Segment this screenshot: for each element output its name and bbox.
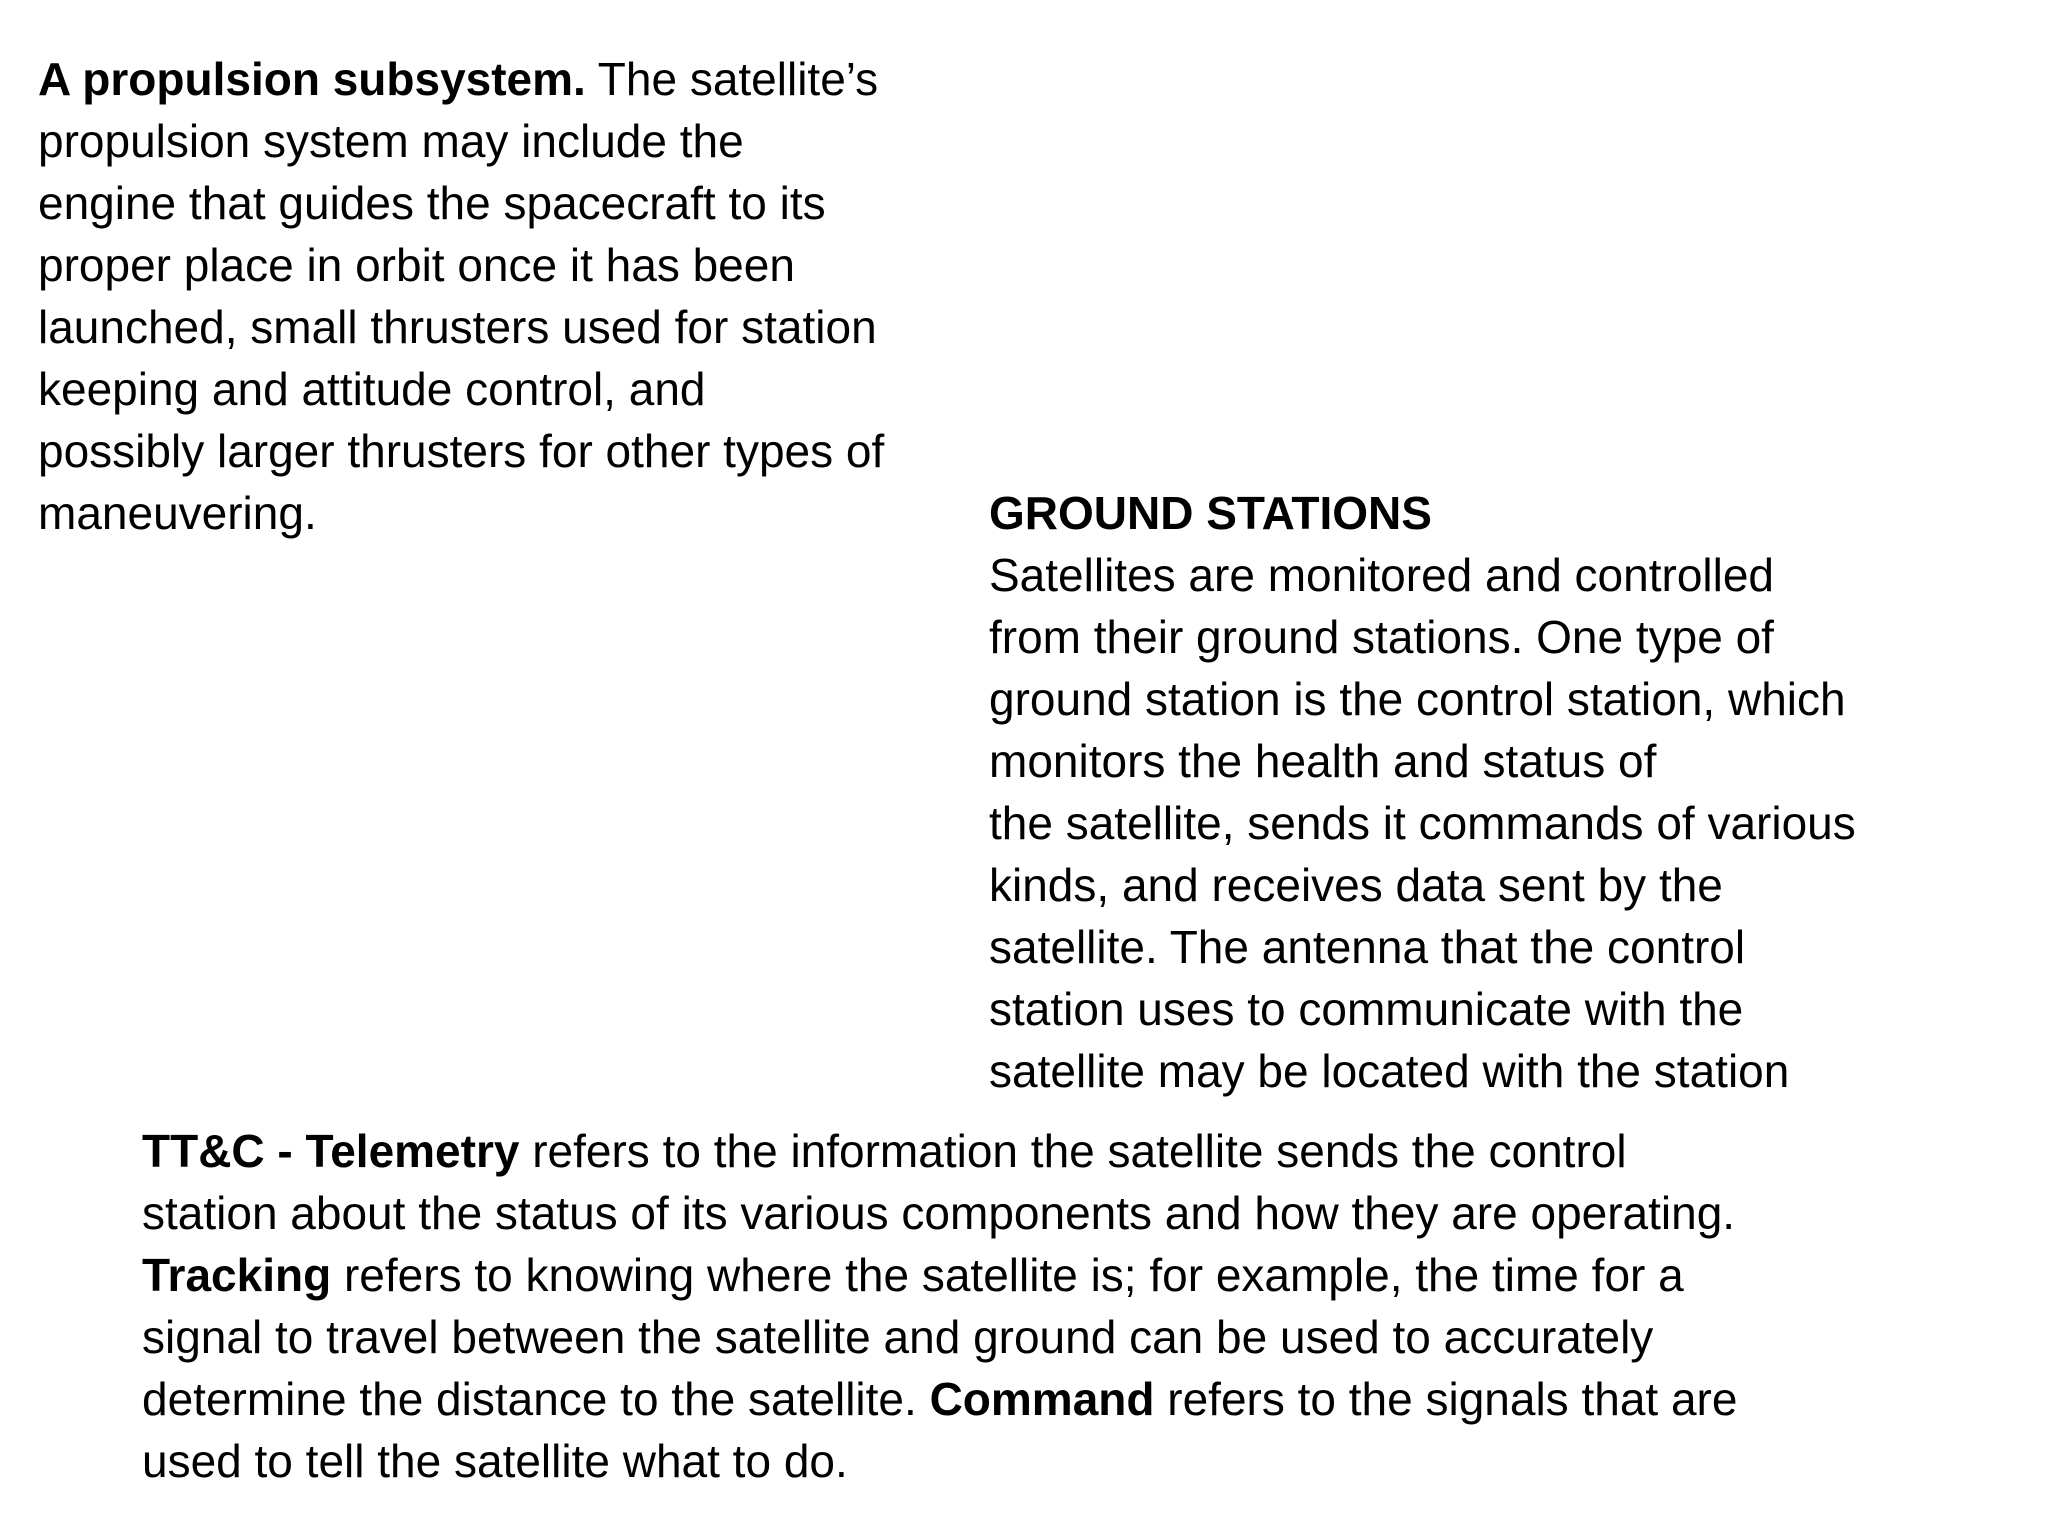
ttc-command-term: Command <box>929 1373 1155 1425</box>
ground-line-9: satellite may be located with the station <box>989 1045 1790 1097</box>
propulsion-line-6: keeping and attitude control, and <box>38 363 706 415</box>
ttc-line-4: signal to travel between the satellite and ground can be used to accurately <box>142 1311 1654 1363</box>
ground-line-8: station uses to communicate with the <box>989 983 1744 1035</box>
propulsion-line-3: engine that guides the spacecraft to its <box>38 177 826 229</box>
ground-line-2: from their ground stations. One type of <box>989 611 1774 663</box>
ground-line-7: satellite. The antenna that the control <box>989 921 1746 973</box>
propulsion-line-4: proper place in orbit once it has been <box>38 239 795 291</box>
ttc-telemetry-term: TT&C - Telemetry <box>142 1125 520 1177</box>
propulsion-line-8: maneuvering. <box>38 487 317 539</box>
ttc-section <box>142 1120 1737 1492</box>
ttc-line-5-start: determine the distance to the satellite. <box>142 1373 930 1425</box>
ttc-line-2: station about the status of its various components and how they are operating. <box>142 1187 1736 1239</box>
ground-line-3: ground station is the control station, which <box>989 673 1846 725</box>
propulsion-line-7: possibly larger thrusters for other types of <box>38 425 885 477</box>
ttc-line-3-text: refers to knowing where the satellite is; for example, the time for a <box>331 1249 1684 1301</box>
ttc-line-5 <box>142 1368 1737 1430</box>
propulsion-heading: A propulsion subsystem. <box>38 53 586 105</box>
ground-line-5: the satellite, sends it commands of various <box>989 797 1856 849</box>
ground-stations-heading: GROUND STATIONS <box>989 487 1432 539</box>
ground-stations-section <box>989 482 1856 1102</box>
ttc-line-1 <box>142 1120 1737 1182</box>
propulsion-line-5: launched, small thrusters used for station <box>38 301 877 353</box>
ground-line-6: kinds, and receives data sent by the <box>989 859 1723 911</box>
ground-line-1: Satellites are monitored and controlled <box>989 549 1775 601</box>
ttc-tracking-term: Tracking <box>142 1249 332 1301</box>
ttc-line-6: used to tell the satellite what to do. <box>142 1435 848 1487</box>
propulsion-line-2: propulsion system may include the <box>38 115 744 167</box>
ttc-line-5-text: refers to the signals that are <box>1154 1373 1738 1425</box>
ground-line-4: monitors the health and status of <box>989 735 1657 787</box>
propulsion-subsystem-section <box>38 48 884 544</box>
propulsion-line-1 <box>38 48 884 110</box>
ttc-line-1-text: refers to the information the satellite sends the control <box>519 1125 1627 1177</box>
propulsion-line-1-text: The satellite’s <box>585 53 879 105</box>
ttc-line-3 <box>142 1244 1737 1306</box>
